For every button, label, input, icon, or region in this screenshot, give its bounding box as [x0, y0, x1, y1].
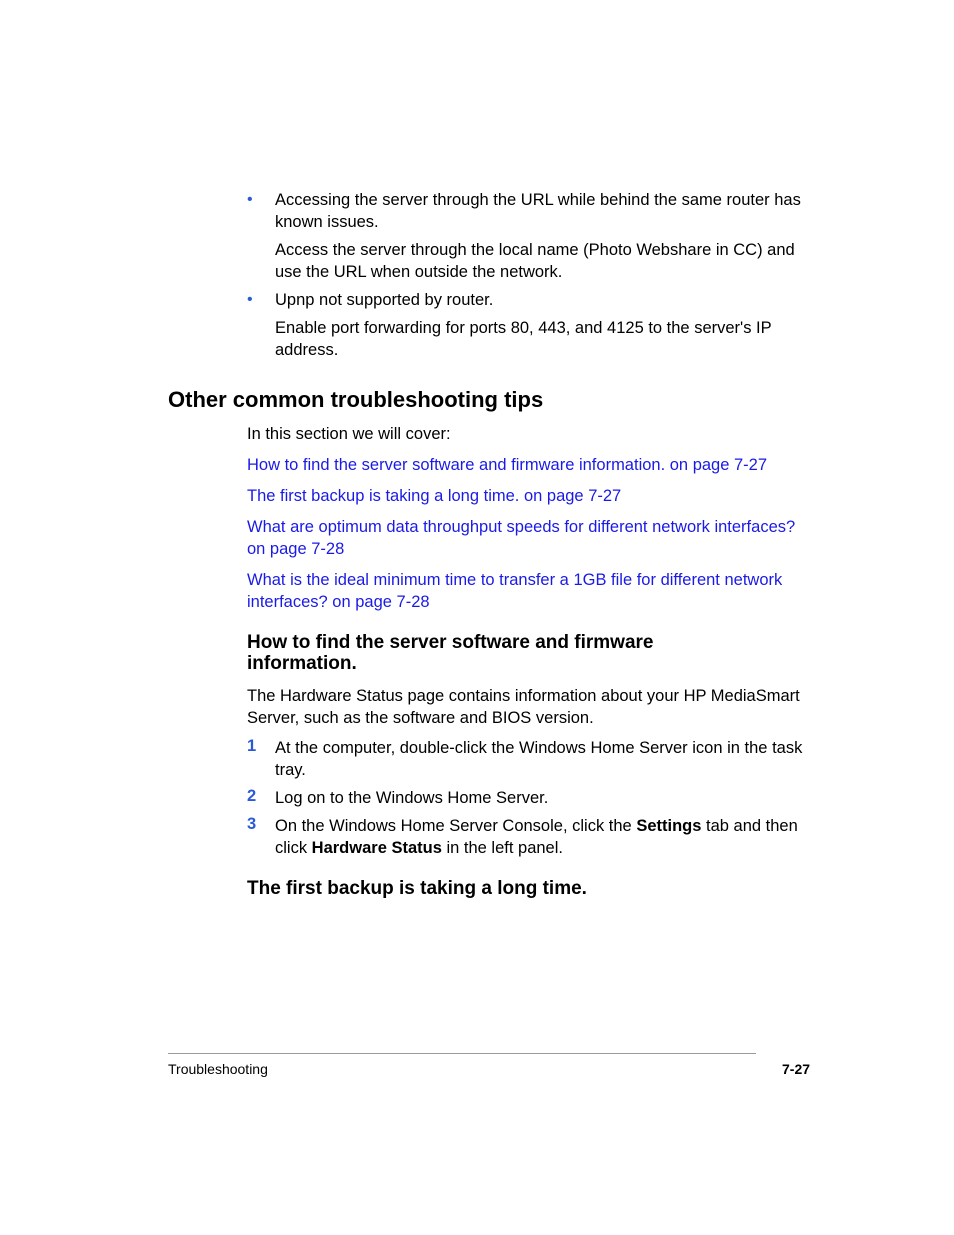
hardware-status-label: Hardware Status — [311, 839, 442, 857]
toc-link[interactable]: What are optimum data throughput speeds for different network interfaces? on page 7-28 — [247, 518, 796, 558]
page-number: 7-27 — [782, 1061, 811, 1077]
bullet-text: Accessing the server through the URL while behind the same router has known issues. — [275, 191, 801, 231]
footer-divider — [168, 1053, 756, 1054]
step-text: Log on to the Windows Home Server. — [275, 789, 549, 807]
step-number: 2 — [247, 787, 257, 805]
bullet-marker: • — [247, 291, 253, 308]
step-text-part: On the Windows Home Server Console, click the — [275, 817, 637, 835]
subsection-intro: The Hardware Status page contains information about your HP MediaSmart Server, such as the software and BIOS version. — [247, 687, 800, 727]
toc-link[interactable]: How to find the server software and firmware information. on page 7-27 — [247, 456, 768, 474]
toc-link[interactable]: What is the ideal minimum time to transfer a 1GB file for different network interfaces? on page 7-28 — [247, 571, 783, 611]
settings-tab-label: Settings — [636, 817, 702, 835]
step-text: At the computer, double-click the Windows Home Server icon in the task tray. — [275, 739, 803, 779]
section-intro: In this section we will cover: — [247, 425, 451, 443]
toc-link[interactable]: The first backup is taking a long time. on page 7-27 — [247, 487, 622, 505]
bullet-detail: Access the server through the local name (Photo Webshare in CC) and use the URL when outside the network. — [275, 241, 795, 281]
subsection-heading: The first backup is taking a long time. — [247, 878, 587, 899]
bullet-detail: Enable port forwarding for ports 80, 443, and 4125 to the server's IP address. — [275, 319, 772, 359]
subsection-heading: How to find the server software and firmware information. — [247, 632, 654, 674]
step-number: 3 — [247, 815, 257, 833]
footer-chapter: Troubleshooting — [168, 1061, 268, 1077]
step-text — [275, 815, 820, 859]
section-heading: Other common troubleshooting tips — [168, 387, 544, 412]
step-number: 1 — [247, 737, 257, 755]
step-text-part: tab and then click — [275, 817, 798, 857]
bullet-marker: • — [247, 191, 253, 208]
step-text-part: in the left panel. — [441, 839, 563, 857]
bullet-text: Upnp not supported by router. — [275, 291, 494, 309]
